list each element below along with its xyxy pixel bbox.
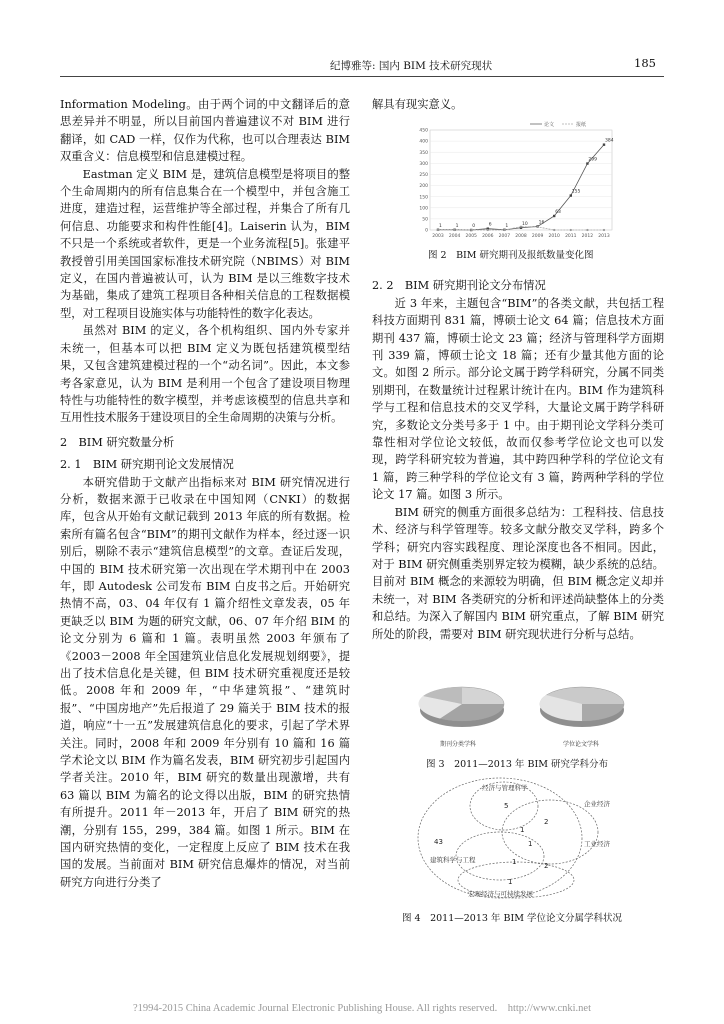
data-label: 63 [555,210,561,215]
x-tick-label: 2003 [432,234,444,239]
count-label: 1 [508,878,513,886]
y-tick-label: 50 [422,217,428,223]
y-tick-label: 350 [419,150,428,156]
pie-label: 学位论文学科 [563,741,600,748]
subsection-heading: 2. 1 BIM 研究期刊论文发展情况 [60,458,234,472]
set-ellipse [502,800,598,864]
data-label: 6 [488,222,492,228]
left-column [60,96,350,891]
pie-thesis [540,687,624,727]
set-label: 经济与管理科学 [482,784,528,792]
copyright-footer: ?1994-2015 China Academic Journal Electronic Publishing House. All rights reserved. http://www.cnki.net [132,1003,592,1014]
count-label: 1 [528,840,533,848]
running-title: 纪博雅等: 国内 BIM 技术研究现状 [330,60,493,72]
count-label: 2 [544,818,549,826]
y-tick-label: 450 [419,128,428,134]
data-label: 155 [571,189,581,195]
paragraph: Information Modeling。由于两个词的中文翻译后的意思差异并不明显，所以目前国内普遍建议不对 BIM 进行翻译，如 CAD 一样，仅作为代称，也可以合理表达 BIM 双重含义：信息模型和信息建模过程。 [60,98,350,164]
count-label: 1 [520,826,525,834]
set-label: 建筑科学与工程 [430,856,476,864]
count-label: 2 [544,862,549,870]
y-tick-label: 100 [419,206,428,212]
data-label: 299 [588,157,597,163]
data-label: 1 [455,223,459,229]
paragraph: 近 3 年来，主题包含“BIM”的各类文献，共包括工程科技方面期刊 831 篇，博硕士论文 64 篇；信息技术方面期刊 437 篇，博硕士论文 23 篇；经济与管理科学方面期刊 339 篇，博硕士论文 18 篇；还有少量其他方面的论文。如图 2 所示。部分论文属于跨学科研究，分属不同类别期刊，在数量统计过程累计统计在内。BIM 作为建筑科学与工程和信息技术的交叉学科，大量论文属于跨学科研究，多数论文分类号多于 1 中。由于期刊论文学科分类可靠性相对学位论文较低，故而仅参考学位论文也可以发现，跨学科研究较为普遍，其中跨四种学科的学位论文有 1 篇，跨三种学科的学位论文有 3 篇，跨两种学科的学位论文 17 篇。如图 3 所示。 [372,296,664,502]
x-tick-label: 2012 [581,234,594,239]
x-tick-label: 2009 [531,234,544,239]
data-label: 10 [522,221,528,227]
paragraph: 解具有现实意义。 [372,98,463,111]
pie-journal [418,687,504,727]
figure-3-caption: 图 3 2011—2013 年 BIM 研究学科分布 [426,759,608,770]
legend-entry: 论文 [544,122,555,128]
y-tick-label: 300 [419,161,428,167]
figure-2-space [372,113,664,277]
page-header [60,58,664,77]
figure-4-caption: 图 4 2011—2013 年 BIM 学位论文分属学科状况 [402,913,622,924]
y-tick-label: 150 [419,195,428,201]
data-label: 0 [472,224,476,229]
data-label: 1 [505,223,509,229]
y-tick-label: 400 [419,139,428,145]
x-tick-label: 2007 [498,234,511,239]
set-label: 宏观经济与可持续发展 [468,890,533,898]
x-tick-label: 2004 [448,234,461,239]
y-tick-label: 0 [425,228,428,234]
section-heading: 2 BIM 研究数量分析 [60,435,175,449]
count-label: 5 [504,802,509,810]
paragraph: 本研究借助于文献产出指标来对 BIM 研究情况进行分析，数据来源于已收录在中国知网（CNKI）的数据库，包含从开始有文献记载到 2013 年底的所有数据。检索所有篇名包含“BIM”的期刊文献作为样本，经过逐一识别后，剔除不表示“建筑信息模型”的文章。查证后发现，中国的 BIM 技术研究第一次出现在学术期刊中在 2003 年，即 Autodesk 公司发布 BIM 白皮书之后。开始研究热情不高，03、04 年仅有 1 篇介绍性文章发表，05 年更缺乏以 BIM 为题的研究文献，06、07 年介绍 BIM 的论文分别为 6 篇和 1 篇。表明虽然 2003 年颁布了《2003－2008 年全国建筑业信息化发展规划纲要》，提出了技术信息化是关键，但 BIM 技术研究重视度还是较低。2008 年和 2009 年，“中华建筑报”、“建筑时报”、“中国房地产”先后报道了 29 篇关于 BIM 技术的报道，响应“十一五”发展建筑信息化的要求，引起了学术界关注。同时，2008 年和 2009 年分别有 10 篇和 16 篇学术论文以 BIM 作为篇名发表，BIM 研究初步引起国内学者关注。2010 年，BIM 研究的数量出现激增，共有 63 篇以 BIM 为篇名的论文得以出版，BIM 的研究热情有所提升。2011 年－2013 年，开启了 BIM 研究的热潮，分别有 155，299，384 篇。如图 1 所示。BIM 在国内研究热情的变化，一定程度上反应了 BIM 技术在我国的发展。当前面对 BIM 研究信息爆炸的情况，对当前研究方向进行分类了 [60,475,350,889]
x-tick-label: 2011 [565,234,577,239]
subsection-heading: 2. 2 BIM 研究期刊论文分布情况 [372,279,546,293]
x-tick-label: 2010 [548,234,560,239]
paragraph: BIM 研究的侧重方面很多总结为：工程科技、信息技术、经济与科学管理等。较多文献分散交叉学科，跨多个学科；研究内容实践程度、理论深度也各不相同。因此，对于 BIM 研究侧重类别界定较为模糊，缺少系统的总结。目前对 BIM 概念的来源较为明确，但 BIM 概念定义却并未统一，对 BIM 各类研究的分析和评述尚缺整体上的分类和总结。为深入了解国内 BIM 研究重点，了解 BIM 研究所处的阶段，需要对 BIM 研究现状进行分析与总结。 [372,505,664,641]
figure-3-pies [400,672,640,750]
set-label: 企业经济 [584,800,610,808]
data-label: 16 [538,220,545,226]
right-column [372,96,664,643]
figure-4-diagram [408,772,644,904]
figure-2-caption: 图 2 BIM 研究期刊及报纸数量变化图 [428,250,594,261]
y-tick-label: 250 [419,173,428,179]
legend-entry: 报纸 [576,122,587,128]
count-label: 1 [512,858,517,866]
count-label: 43 [434,838,443,846]
data-label: 384 [605,138,614,144]
x-tick-label: 2005 [465,234,477,239]
x-tick-label: 2006 [482,234,494,239]
page-number: 185 [634,56,656,70]
paragraph: 虽然对 BIM 的定义，各个机构组织、国内外专家并未统一，但基本可以把 BIM 定义为既包括建筑模型结果，又包含建筑建模过程的一个“动名词”。因此，本文参考各家意见，认为 BIM 是利用一个包含了建设项目物理特性与功能特性的数字模型，并考虑该模型的信息共享和互用性技术服务于建设项目的全生命周期的决策与分析。 [60,324,350,425]
set-label: 工业经济 [584,840,610,848]
x-tick-label: 2013 [598,234,610,239]
x-tick-label: 2008 [515,234,527,239]
paragraph: Eastman 定义 BIM 是，建筑信息模型是将项目的整个生命周期内的所有信息集合在一个模型中，并包含施工进度，建造过程，运营维护等全部过程，并集合了所有几何信息、功能要求和构件性能[4]。Laiserin 认为，BIM 不只是一个系统或者软件，更是一个业务流程[5]。张建平教授曾引用美国国家标准技术研究院（NBIMS）对 BIM 定义，在国内普遍被认可，认为 BIM 是以三维数字技术为基础，集成了建筑工程项目各种相关信息的工程数据模型，对工程项目设施实体与功能特性的数字化表达。 [60,167,350,320]
pie-label: 期刊分类学科 [440,741,477,748]
y-tick-label: 200 [419,184,428,190]
data-label: 1 [439,223,442,229]
